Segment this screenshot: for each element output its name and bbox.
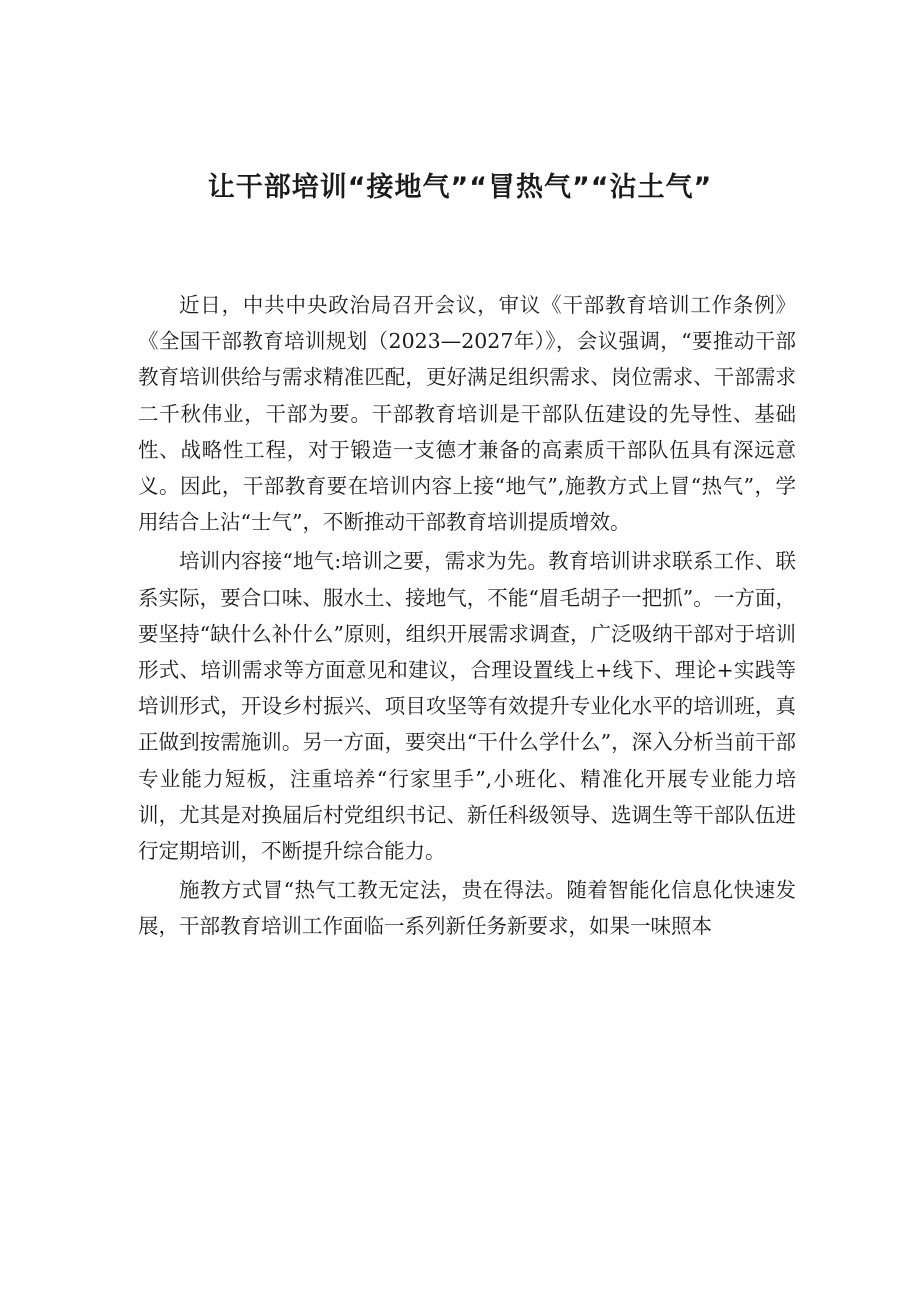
paragraph-training-content: 培训内容接“地气:培训之要，需求为先。教育培训讲求联系工作、联系实际，要合口味、服水土、接地气，不能“眉毛胡子一把抓”。一方面，要坚持“缺什么补什么”原则，组织开展需求调查，广泛吸纳干部对于培训形式、培训需求等方面意见和建议，合理设置线上+线下、理论+实践等培训形式，开设乡村振兴、项目攻坚等有效提升专业化水平的培训班，真正做到按需施训。另一方面，要突出“干什么学什么”，深入分析当前干部专业能力短板，注重培养“行家里手”,小班化、精准化开展专业能力培训，尤其是对换届后村党组织书记、新任科级领导、选调生等干部队伍进行定期培训，不断提升综合能力。 [138, 549, 796, 864]
paragraph-intro: 近日，中共中央政治局召开会议，审议《干部教育培训工作条例》《全国干部教育培训规划（2023—2027年）》，会议强调，“要推动干部教育培训供给与需求精准匹配，更好满足组织需求、岗位需求、干部需求二千秋伟业，干部为要。干部教育培训是干部队伍建设的先导性、基础性、战略性工程，对于锻造一支德才兼备的高素质干部队伍具有深远意义。因此，干部教育要在培训内容上接“地气”,施教方式上冒“热气”，学用结合上沾“士气”，不断推动干部教育培训提质增效。 [138, 293, 796, 535]
document-title: 让干部培训“接地气”“冒热气”“沾土气” [207, 172, 713, 203]
document-body [138, 287, 796, 945]
paragraph-teaching-method: 施教方式冒“热气工教无定法，贵在得法。随着智能化信息化快速发展，干部教育培训工作面临一系列新任务新要求，如果一味照本 [138, 878, 796, 939]
